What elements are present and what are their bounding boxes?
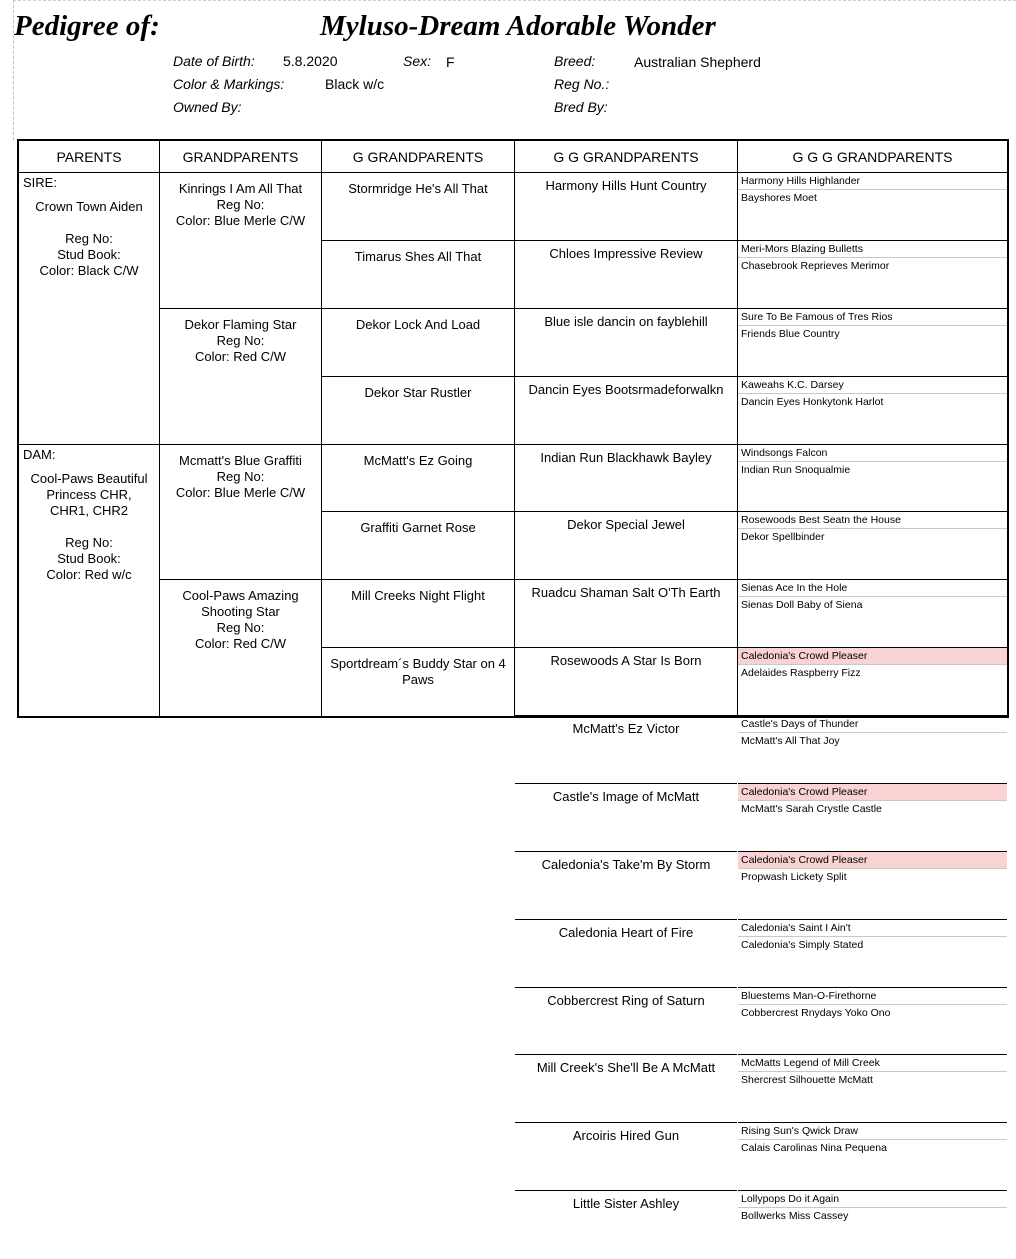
grandparents-column — [160, 141, 322, 716]
g-grandparent-name: McMatt's Ez Going — [363, 452, 473, 468]
gg-grandparent-cell — [515, 1123, 737, 1191]
ggg-grandparent-name: Sienas Doll Baby of Siena — [741, 599, 863, 612]
sire-cell — [19, 173, 159, 445]
color-label: Color & Markings: — [173, 76, 285, 92]
gg-grandparent-name: Cobbercrest Ring of Saturn — [547, 992, 705, 1008]
ggg-grandparent-name: McMatt's All That Joy — [741, 735, 840, 747]
grandparent-cell — [160, 173, 321, 309]
ggg-grandparent-name: Kaweahs K.C. Darsey — [738, 377, 1007, 394]
entry-line: Reg No: — [65, 534, 113, 550]
gg-grandparent-cell — [515, 241, 737, 309]
ggg-grandparent-name: Bayshores Moet — [741, 192, 817, 204]
grandparent-cell — [160, 309, 321, 445]
g-grandparent-cell — [322, 241, 514, 309]
ggg-grandparent-name: Castle's Days of Thunder — [738, 716, 1007, 733]
entry-line: Cool-Paws Amazing — [182, 588, 299, 604]
gg-grandparent-cell — [515, 988, 737, 1056]
g-grandparents-column — [322, 141, 515, 716]
ggg-grandparent-pair — [738, 173, 1007, 241]
entry-line — [19, 519, 159, 535]
gg-grandparent-name: Caledonia's Take'm By Storm — [541, 856, 711, 872]
entry-line: Stud Book: — [57, 247, 121, 262]
entry-line: Color: Red C/W — [194, 348, 287, 364]
gg-grandparent-name: Mill Creek's She'll Be A McMatt — [536, 1060, 716, 1076]
sex-label: Sex: — [403, 53, 432, 69]
entry-line: Reg No: — [216, 468, 265, 484]
gg-grandparent-cell — [515, 1191, 737, 1259]
ggg-grandparent-pair — [738, 648, 1007, 716]
color-value: Black w/c — [325, 76, 385, 92]
entry-line: CHR1, CHR2 — [49, 502, 128, 518]
ggg-grandparent-name: Dekor Spellbinder — [741, 531, 825, 544]
dog-name-title: Myluso-Dream Adorable Wonder — [320, 10, 716, 42]
g-grandparent-name: Graffiti Garnet Rose — [360, 520, 476, 536]
dam-cell — [19, 445, 159, 717]
pedigree-table — [17, 139, 1009, 1223]
gg-grandparent-name: Harmony Hills Hunt Country — [545, 178, 707, 193]
gg-grandparent-name: Indian Run Blackhawk Bayley — [540, 449, 712, 465]
entry-line: Crown Town Aiden — [35, 199, 143, 214]
ggg-grandparent-pair — [738, 1191, 1007, 1259]
ggg-grandparent-pair — [738, 784, 1007, 852]
ggg-grandparent-name: Lollypops Do it Again — [738, 1191, 1007, 1208]
entry-line: Stud Book: — [57, 550, 121, 566]
ggg-grandparent-name: Caledonia's Crowd Pleaser — [738, 648, 1007, 665]
entry-line: Reg No: — [65, 231, 113, 246]
ggg-grandparent-name: Windsongs Falcon — [738, 445, 1007, 462]
ggg-grandparent-pair — [738, 988, 1007, 1056]
gg-grandparent-cell — [515, 784, 737, 852]
entry-line: Color: Red C/W — [194, 636, 287, 652]
column-header: G G G GRANDPARENTS — [738, 141, 1007, 173]
g-grandparent-name: Timarus Shes All That — [354, 248, 482, 264]
gg-grandparent-cell — [515, 377, 737, 445]
breed-value: Australian Shepherd — [634, 54, 761, 70]
gg-grandparent-cell — [515, 445, 737, 513]
gg-grandparent-cell — [515, 852, 737, 920]
ggg-grandparent-name: Caledonia's Crowd Pleaser — [738, 784, 1007, 801]
g-grandparent-name: Stormridge He's All That — [348, 181, 488, 196]
entry-line: Cool-Paws Beautiful — [30, 470, 148, 486]
g-grandparent-cell — [322, 512, 514, 580]
ggg-grandparent-name: Rosewoods Best Seatn the House — [738, 512, 1007, 529]
dob-value: 5.8.2020 — [283, 53, 338, 69]
ggg-grandparent-name: Calais Carolinas Nina Pequena — [741, 1142, 887, 1155]
ggg-grandparent-pair — [738, 241, 1007, 309]
gg-grandparent-cell — [515, 716, 737, 784]
ggg-grandparent-name: Harmony Hills Highlander — [738, 173, 1007, 190]
ggg-grandparent-pair — [738, 377, 1007, 445]
ggg-grandparent-name: Cobbercrest Rnydays Yoko Ono — [741, 1006, 891, 1019]
ggg-grandparent-pair — [738, 1055, 1007, 1123]
role-label: DAM: — [23, 446, 56, 462]
entry-line: Mcmatt's Blue Graffiti — [179, 452, 302, 468]
ggg-grandparent-name: McMatts Legend of Mill Creek — [738, 1055, 1007, 1072]
column-header: PARENTS — [19, 141, 159, 173]
dob-label: Date of Birth: — [173, 53, 255, 69]
gg-grandparent-name: Caledonia Heart of Fire — [558, 924, 694, 940]
gg-grandparent-name: Arcoiris Hired Gun — [572, 1128, 680, 1144]
gg-grandparent-cell — [515, 580, 737, 648]
gg-grandparent-cell — [515, 173, 737, 241]
g-grandparent-cell — [322, 309, 514, 377]
entry-line: Color: Black C/W — [39, 263, 139, 278]
bred-label: Bred By: — [554, 99, 608, 115]
entry-line: Dekor Flaming Star — [184, 316, 297, 332]
g-grandparent-cell — [322, 648, 514, 716]
column-header: G GRANDPARENTS — [322, 141, 514, 173]
grandparent-cell — [160, 580, 321, 716]
gg-grandparent-name: Chloes Impressive Review — [549, 245, 703, 261]
ggg-grandparent-name: Adelaides Raspberry Fizz — [741, 667, 861, 680]
ggg-grandparent-name: Caledonia's Simply Stated — [741, 938, 864, 951]
ggg-grandparent-name: Dancin Eyes Honkytonk Harlot — [741, 395, 884, 408]
gg-grandparent-cell — [515, 512, 737, 580]
ggg-grandparent-pair — [738, 580, 1007, 648]
entry-line — [19, 215, 159, 231]
gg-grandparent-name: Blue isle dancin on fayblehill — [544, 313, 708, 329]
gg-grandparent-cell — [515, 920, 737, 988]
g-grandparent-cell — [322, 445, 514, 513]
ggg-grandparent-pair — [738, 716, 1007, 784]
gg-grandparents-column — [515, 141, 738, 1212]
ggg-grandparent-pair — [738, 920, 1007, 988]
ggg-grandparent-name: Chasebrook Reprieves Merimor — [741, 259, 890, 272]
grandparent-cell — [160, 445, 321, 581]
column-header: GRANDPARENTS — [160, 141, 321, 173]
entry-line: Color: Blue Merle C/W — [175, 213, 306, 228]
g-grandparent-name: Sportdream´s Buddy Star on 4 Paws — [330, 656, 506, 688]
parents-column — [19, 141, 160, 716]
ggg-grandparent-name: Shercrest Silhouette McMatt — [741, 1074, 873, 1087]
gg-grandparent-name: Dancin Eyes Bootsrmadeforwalkn — [528, 381, 724, 397]
ggg-grandparent-pair — [738, 445, 1007, 513]
gg-grandparent-name: McMatt's Ez Victor — [572, 721, 680, 736]
gg-grandparent-cell — [515, 1055, 737, 1123]
g-grandparent-name: Dekor Lock And Load — [355, 316, 481, 332]
ggg-grandparent-name: Indian Run Snoqualmie — [741, 463, 851, 476]
gg-grandparent-name: Castle's Image of McMatt — [552, 788, 700, 804]
sex-value: F — [446, 54, 455, 70]
ggg-grandparent-name: Caledonia's Saint I Ain't — [738, 920, 1007, 937]
g-grandparent-cell — [322, 173, 514, 241]
ggg-grandparent-name: Propwash Lickety Split — [741, 870, 847, 883]
ggg-grandparent-name: Meri-Mors Blazing Bulletts — [738, 241, 1007, 258]
ggg-grandparent-pair — [738, 1123, 1007, 1191]
entry-line: Color: Blue Merle C/W — [175, 484, 306, 500]
gg-grandparent-name: Rosewoods A Star Is Born — [550, 653, 702, 669]
reg-label: Reg No.: — [554, 76, 610, 92]
ggg-grandparent-name: Sienas Ace In the Hole — [738, 580, 1007, 597]
entry-line: Reg No: — [216, 332, 265, 348]
ggg-grandparent-pair — [738, 852, 1007, 920]
g-grandparent-cell — [322, 377, 514, 445]
gg-grandparent-cell — [515, 648, 737, 716]
entry-line: Kinrings I Am All That — [178, 181, 303, 196]
owned-label: Owned By: — [173, 99, 242, 115]
ggg-grandparent-name: Friends Blue Country — [741, 327, 840, 340]
gg-grandparent-name: Dekor Special Jewel — [567, 517, 685, 533]
page-border-top — [13, 0, 1016, 1]
role-label: SIRE: — [23, 175, 57, 190]
gg-grandparent-cell — [515, 309, 737, 377]
ggg-grandparent-name: McMatt's Sarah Crystle Castle — [741, 802, 882, 815]
entry-line: Princess CHR, — [46, 486, 132, 502]
entry-line: Reg No: — [216, 197, 265, 212]
gg-grandparent-name: Ruadcu Shaman Salt O'Th Earth — [531, 585, 721, 601]
column-header: G G GRANDPARENTS — [515, 141, 737, 173]
entry-line: Shooting Star — [201, 604, 280, 620]
g-grandparent-name: Mill Creeks Night Flight — [351, 588, 485, 604]
title-prefix: Pedigree of: — [14, 10, 160, 42]
entry-line: Reg No: — [216, 620, 265, 636]
ggg-grandparent-name: Bluestems Man-O-Firethorne — [738, 988, 1007, 1005]
entry-line: Color: Red w/c — [46, 566, 132, 582]
ggg-grandparents-column — [738, 141, 1007, 1223]
breed-label: Breed: — [554, 53, 596, 69]
gg-grandparent-name: Little Sister Ashley — [572, 1196, 680, 1212]
ggg-grandparent-name: Sure To Be Famous of Tres Rios — [738, 309, 1007, 326]
ggg-grandparent-name: Bollwerks Miss Cassey — [741, 1210, 849, 1223]
ggg-grandparent-pair — [738, 512, 1007, 580]
g-grandparent-name: Dekor Star Rustler — [364, 384, 472, 400]
ggg-grandparent-name: Rising Sun's Qwick Draw — [738, 1123, 1007, 1140]
g-grandparent-cell — [322, 580, 514, 648]
ggg-grandparent-pair — [738, 309, 1007, 377]
ggg-grandparent-name: Caledonia's Crowd Pleaser — [738, 852, 1007, 869]
